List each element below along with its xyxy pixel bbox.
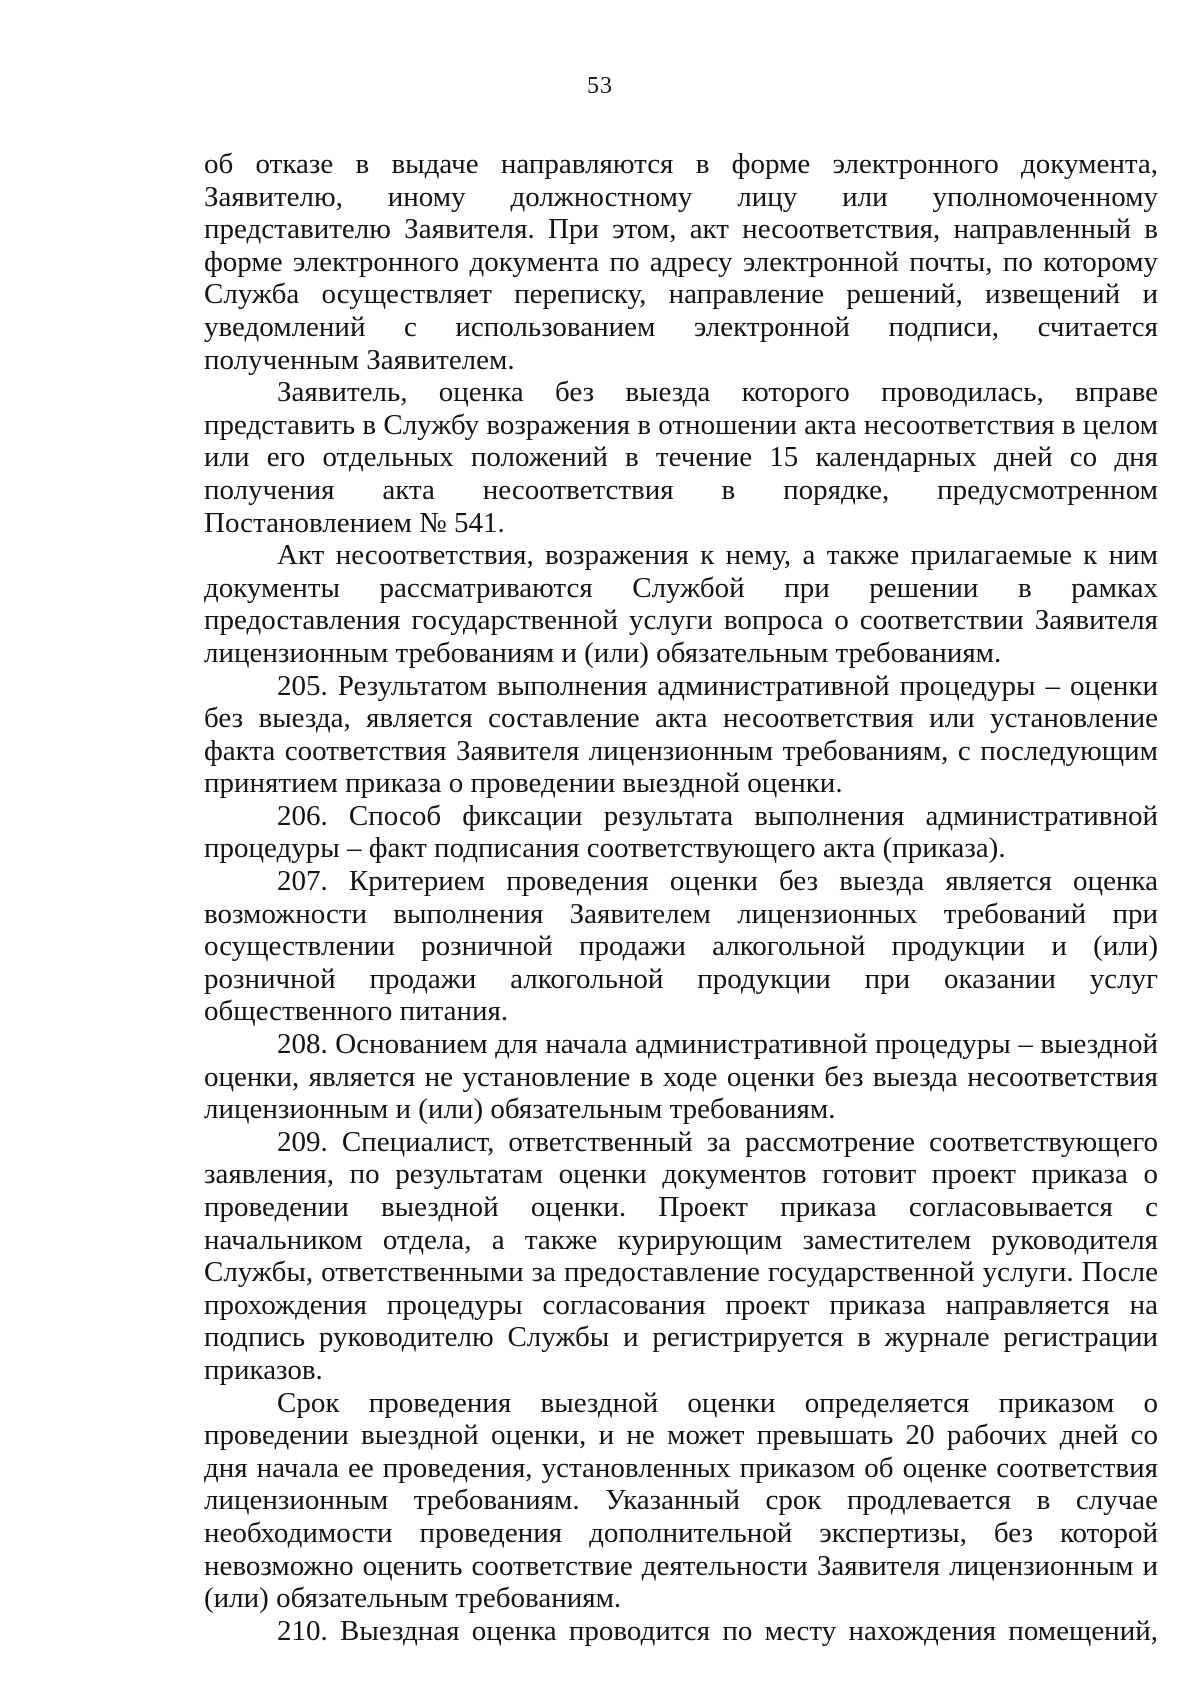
paragraph-objections: Заявитель, оценка без выезда которого проводилась, вправе представить в Службу возражения в отношении акта несоответствия в целом или его отдельных положений в течение 15 календарных дней со дня получения акта несоответствия в порядке, предусмотренном Постановлением № 541. xyxy=(204,376,1158,539)
paragraph-206: 206. Способ фиксации результата выполнения административной процедуры – факт подписания соответствующего акта (приказа). xyxy=(204,799,1158,865)
paragraph-205: 205. Результатом выполнения административной процедуры – оценки без выезда, является составление акта несоответствия или установление факта соответствия Заявителя лицензионным требованиям, с последующим принятием приказа о проведении выездной оценки. xyxy=(204,669,1158,800)
paragraph-deadline: Срок проведения выездной оценки определяется приказом о проведении выездной оценки, и не может превышать 20 рабочих дней со дня начала ее проведения, установленных приказом об оценке соответствия лицензионным требованиям. Указанный срок продлевается в случае необходимости проведения дополнительной экспертизы, без которой невозможно оценить соответствие деятельности Заявителя лицензионным и (или) обязательным требованиям. xyxy=(204,1386,1158,1615)
document-body xyxy=(204,148,1158,1647)
paragraph-210: 210. Выездная оценка проводится по месту нахождения помещений, xyxy=(277,1614,1158,1647)
paragraph-act-review: Акт несоответствия, возражения к нему, а также прилагаемые к ним документы рассматриваются Службой при решении в рамках предоставления государственной услуги вопроса о соответствии Заявителя лицензионным требованиям и (или) обязательным требованиям. xyxy=(204,539,1158,669)
paragraph-208: 208. Основанием для начала административной процедуры – выездной оценки, является не установление в ходе оценки без выезда несоответствия лицензионным и (или) обязательным требованиям. xyxy=(204,1028,1158,1126)
paragraph-207: 207. Критерием проведения оценки без выезда является оценка возможности выполнения Заявителем лицензионных требований при осуществлении розничной продажи алкогольной продукции и (или) розничной продажи алкогольной продукции при оказании услуг общественного питания. xyxy=(204,865,1158,1028)
paragraph-continuation: об отказе в выдаче направляются в форме электронного документа, Заявителю, иному должностному лицу или уполномоченному представителю Заявителя. При этом, акт несоответствия, направленный в форме электронного документа по адресу электронной почты, по которому Служба осуществляет переписку, направление решений, извещений и уведомлений с использованием электронной подписи, считается полученным Заявителем. xyxy=(204,148,1158,376)
paragraph-209: 209. Специалист, ответственный за рассмотрение соответствующего заявления, по результатам оценки документов готовит проект приказа о проведении выездной оценки. Проект приказа согласовывается с начальником отдела, а также курирующим заместителем руководителя Службы, ответственными за предоставление государственной услуги. После прохождения процедуры согласования проект приказа направляется на подпись руководителю Службы и регистрируется в журнале регистрации приказов. xyxy=(204,1125,1158,1386)
page-number: 53 xyxy=(587,73,613,99)
